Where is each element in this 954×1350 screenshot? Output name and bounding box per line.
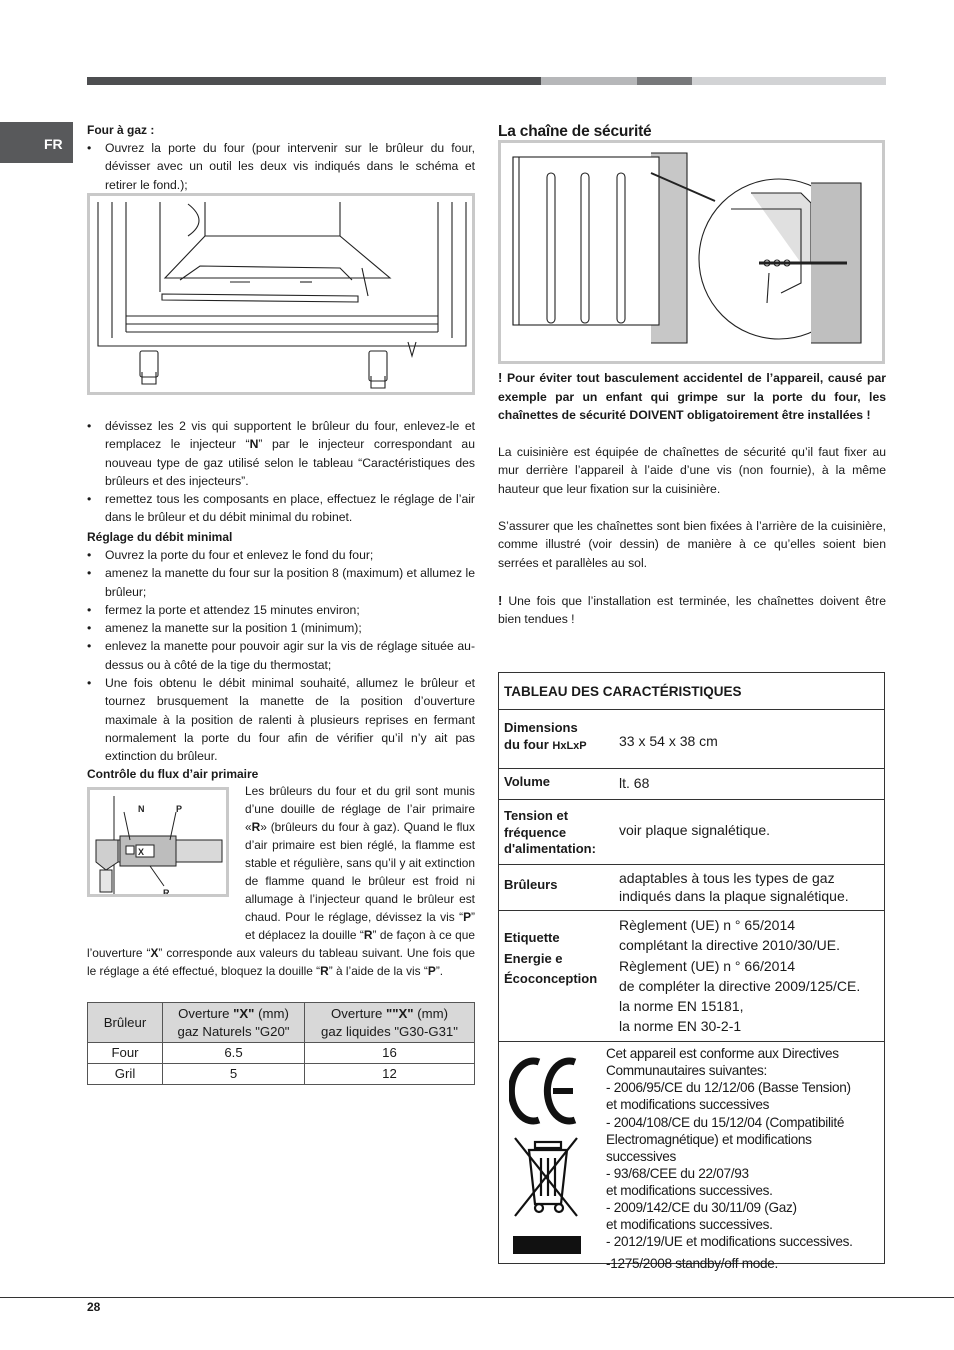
header-bar-dark [87, 77, 541, 85]
step-replace-injector: • dévissez les 2 vis qui supportent le brûleur du four, enlevez-le et remplacez le injecteur “N” par le injecteur correspondant au nouveau type de gaz utilisé selon le tableau “Caractéristiques des brûleurs et des injecteurs”. [87, 417, 475, 490]
col-burner: Brûleur [88, 1003, 163, 1043]
header-bar-mid [637, 77, 692, 85]
spec-row-compliance [499, 1041, 884, 1271]
spec-row-energy-label: Etiquette Energie e Écoconception Règlement (UE) n ° 65/2014 complétant la directive 2010/30/UE. Règlement (UE) n ° 66/2014 de compléter la directive 2009/125/CE. la norme EN 15181, la norme EN 30-2-1 [499, 910, 884, 1041]
language-tab: FR [0, 122, 73, 163]
gas-oven-section [87, 121, 475, 194]
footer-rule [0, 1297, 954, 1298]
compliance-text: Cet appareil est conforme aux Directives Communautaires suivantes: - 2006/95/CE du 12/12/06 (Basse Tension) et modifications successives - 2004/108/CE du 15/12/04 (Compatibilité Electromagnétique) et modifications successives - 93/68/CEE du 22/07/93 et modifications successives. - 2009/142/CE du 30/11/09 (Gaz) et modifications successives. - 2012/19/UE et modifications successives. -1275/2008 standby/off mode. [606, 1046, 853, 1271]
safety-paragraph: La cuisinière est équipée de chaînettes de sécurité qu’il faut fixer au mur derrière l’appareil à l’aide d’une vis (non fournie), à la même hauteur que leur fixation sur la cuisinière. [498, 445, 886, 496]
table-row: Four 6.5 16 [88, 1043, 475, 1064]
min-flow-section [87, 528, 475, 766]
characteristics-table [498, 672, 885, 1271]
air-flow-section [87, 765, 475, 981]
safety-warning: ! Pour éviter tout basculement accidentel de l’appareil, causé par exemple par un enfant qui grimpe sur la porte du four, les chaînettes de sécurité DOIVENT obligatoirement être installées ! [498, 370, 886, 422]
page-number: 28 [87, 1300, 101, 1314]
header-bar-pale [692, 77, 886, 85]
specs-title-row [499, 673, 884, 709]
spec-row-dimensions: Dimensions du four HxLxP 33 x 54 x 38 cm [499, 709, 884, 768]
safety-paragraph: S’assurer que les chaînettes sont bien fixées à l’arrière de la cuisinière, comme illustré (voir dessin) de manière à ce qu’elles soient bien serrées et parallèles au sol. [498, 518, 886, 570]
label-x: X [138, 847, 145, 857]
min-flow-item: • amenez la manette du four sur la position 8 (maximum) et allumez le brûleur; [87, 564, 475, 601]
header-bar-light [541, 77, 637, 85]
injector-steps [87, 417, 475, 527]
col-natural-gas: Overture "X" (mm) gaz Naturels "G20" [163, 1003, 305, 1043]
step-reassemble: • remettez tous les composants en place, effectuez le réglage de l’air dans le brûleur et du débit minimal du robinet. [87, 490, 475, 527]
min-flow-item: • amenez la manette sur la position 1 (minimum); [87, 619, 475, 637]
label-r: R [163, 888, 170, 894]
spec-row-voltage: Tension et fréquence d'alimentation: voir plaque signalétique. [499, 799, 884, 864]
air-flow-text: Les brûleurs du four et du gril sont munis d’une douille de réglage de l’air primaire «R» (brûleurs du four à gaz). Quand le flux d’air primaire est bien réglé, la flamme est stable et régulière, sans qu’il y ait extinction de flamme quand le brûleur est froid ni allumage à l’injecteur quand le brûleur est chaud. Pour le réglage, dévissez la vis “P” et déplacez la douille “R” de façon à ce que l’ouverture “X” corresponde aux valeurs du tableau suivant. Une fois que le réglage a été effectué, bloquez la douille “R” à l’aide de la vis “P”. [87, 784, 476, 978]
safety-text [498, 368, 886, 629]
min-flow-item: • fermez la porte et attendez 15 minutes environ; [87, 601, 475, 619]
gas-oven-item: • Ouvrez la porte du four (pour intervenir sur le brûleur du four, dévisser avec un outil les deux vis indiqués dans le schéma et retirer le fond.); [87, 139, 475, 194]
spec-row-burners: Brûleurs adaptables à tous les types de gaz indiqués dans la plaque signalétique. [499, 864, 884, 910]
min-flow-item: • Ouvrez la porte du four et enlevez le fond du four; [87, 546, 475, 564]
min-flow-item: • Une fois obtenu le débit minimal souhaité, allumez le brûleur et tournez brusquement la manette de la position d’ouverture maximale à la position de ralenti à plusieurs reprises en fermant normalement la porte du four afin de vérifier qu’il n’y ait pas extinction du brûleur. [87, 674, 475, 765]
oven-interior-figure [87, 193, 475, 395]
burner-sleeve-figure [87, 787, 229, 897]
air-flow-heading: Contrôle du flux d’air primaire [87, 767, 259, 781]
safety-note: ! Une fois que l’installation est terminée, les chaînettes doivent être bien tendues ! [498, 592, 886, 627]
ce-weee-icon [509, 1048, 585, 1254]
table-row: Gril 5 12 [88, 1064, 475, 1085]
min-flow-item: • enlevez la manette pour pouvoir agir sur la vis de réglage située au-dessus ou à côté de la tige du thermostat; [87, 637, 475, 674]
min-flow-heading: Réglage du débit minimal [87, 530, 233, 544]
safety-chain-figure [498, 140, 885, 364]
burner-sleeve-drawing [90, 790, 226, 894]
label-p: P [176, 804, 183, 814]
specs-title: TABLEAU DES CARACTÉRISTIQUES [504, 684, 742, 699]
safety-chain-drawing [501, 143, 882, 361]
label-n: N [138, 804, 145, 814]
col-liquid-gas: Overture ""X" (mm) gaz liquides "G30-G31" [305, 1003, 475, 1043]
gas-oven-heading: Four à gaz : [87, 123, 155, 137]
spec-row-volume: Volume lt. 68 [499, 768, 884, 799]
burner-opening-table [87, 1002, 475, 1085]
safety-chain-title: La chaîne de sécurité [498, 123, 652, 140]
oven-drawing [90, 196, 472, 392]
